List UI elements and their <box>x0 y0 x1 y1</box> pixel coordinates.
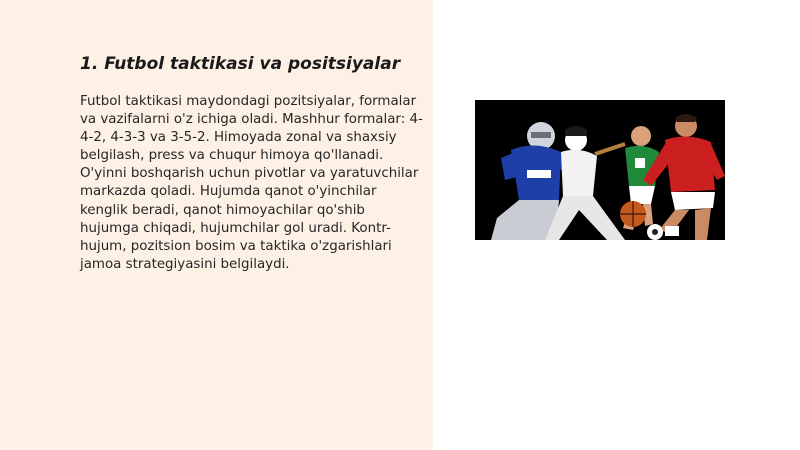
soccer-ball-figure <box>647 224 663 240</box>
slide-title: 1. Futbol taktikasi va positsiyalar <box>80 54 401 74</box>
slide-body-text: Futbol taktikasi maydondagi pozitsiyalar, formalar va vazifalarni o'z ichiga oladi. Mashhur formalar: 4-4-2, 4-3-3 va 3-5-2. Himoyada zonal va shaxsiy belgilash, press va chuqur himoya qo'llanadi. O'yinni boshqarish uchun pivotlar va yaratuvchilar markazda qoladi. Hujumda qanot o'yinchilar kenglik beradi, qanot himoyachilar qo'shib hujumga chiqadi, hujumchilar gol uradi. Kontr-hujum, pozitsion bosim va taktika o'zgarishlari jamoa strategiyasini belgilaydi. <box>80 94 423 272</box>
basketball-figure <box>620 201 646 227</box>
sports-collage-image <box>475 100 725 240</box>
